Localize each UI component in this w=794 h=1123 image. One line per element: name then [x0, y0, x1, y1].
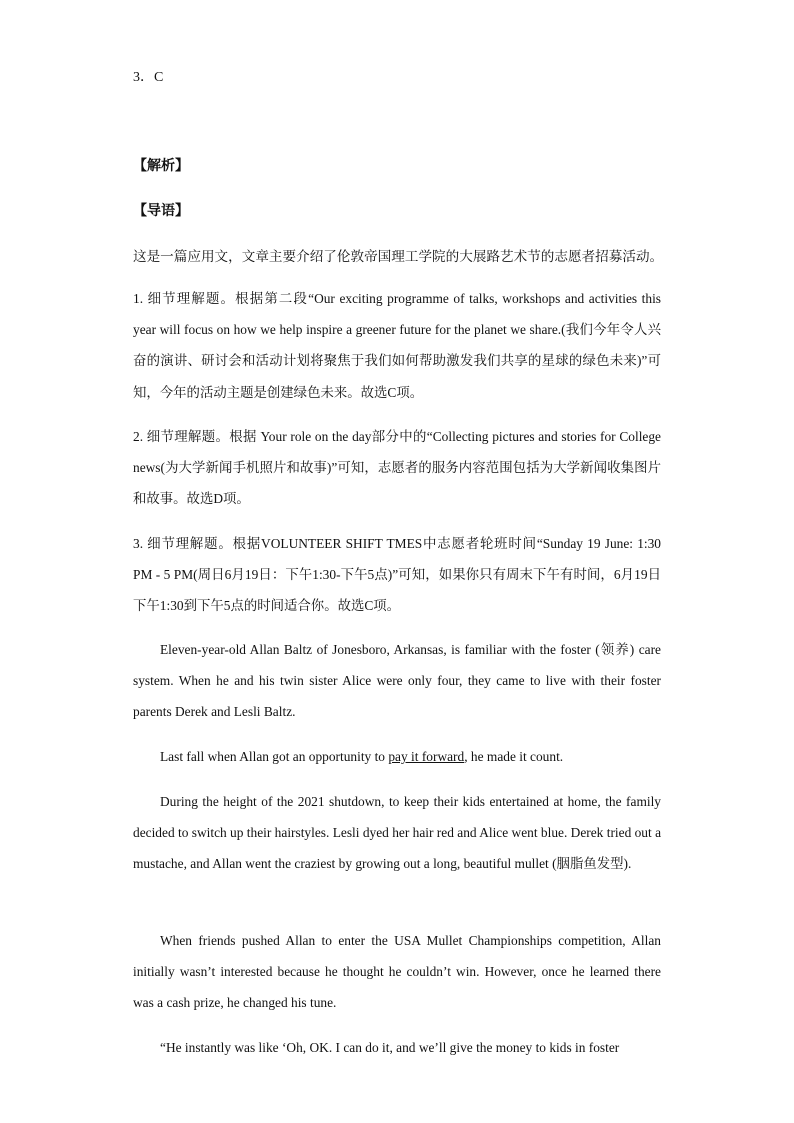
passage-paragraph-2	[133, 741, 661, 772]
passage-paragraph-5: “He instantly was like ‘Oh, OK. I can do it, and we’ll give the money to kids in foster	[160, 1040, 620, 1055]
section-analysis-heading: 【解析】	[133, 159, 189, 174]
explanation-1: 1. 细节理解题。根据第二段“Our exciting programme of talks, workshops and activities this year will focus on how we help inspire a greener future for the planet we share.(我们今年令人兴奋的演讲、研讨会和活动计划将聚焦于我们如何帮助激发我们共享的星球的绿色未来)”可知，今年的活动主题是创建绿色未来。故选C项。	[133, 291, 661, 400]
intro-text: 这是一篇应用文，文章主要介绍了伦敦帝国理工学院的大展路艺术节的志愿者招募活动。	[133, 249, 664, 264]
explanation-3: 3. 细节理解题。根据VOLUNTEER SHIFT TMES中志愿者轮班时间“Sunday 19 June: 1:30 PM - 5 PM(周日6月19日：下午1:30-下午5点)”可知，如果你只有周末下午有时间，6月19日下午1:30到下午5点的时间适合你。故选C项。	[133, 536, 661, 614]
passage-paragraph-1: Eleven-year-old Allan Baltz of Jonesboro, Arkansas, is familiar with the foster (领养) care system. When he and his twin sister Alice were only four, they came to live with their foster parents Derek and Lesli Baltz.	[133, 642, 661, 720]
passage-text: , he made it count.	[464, 749, 564, 764]
passage-text: Last fall when Allan got an opportunity to	[160, 749, 389, 764]
underlined-phrase: pay it forward	[388, 749, 465, 764]
passage-paragraph-4: When friends pushed Allan to enter the USA Mullet Championships competition, Allan initially wasn’t interested because he thought he couldn’t win. However, once he learned there was a cash prize, he changed his tune.	[133, 933, 661, 1011]
section-intro-heading: 【导语】	[133, 204, 189, 219]
passage-paragraph-3: During the height of the 2021 shutdown, to keep their kids entertained at home, the family decided to switch up their hairstyles. Lesli dyed her hair red and Alice went blue. Derek tried out a mustache, and Allan went the craziest by growing out a long, beautiful mullet (胭脂鱼发型).	[133, 794, 662, 872]
explanation-2: 2. 细节理解题。根据 Your role on the day部分中的“Collecting pictures and stories for College news(为大学新闻手机照片和故事)”可知，志愿者的服务内容范围包括为大学新闻收集图片和故事。故选D项。	[133, 429, 661, 507]
answer-2: 3．C	[133, 70, 164, 85]
